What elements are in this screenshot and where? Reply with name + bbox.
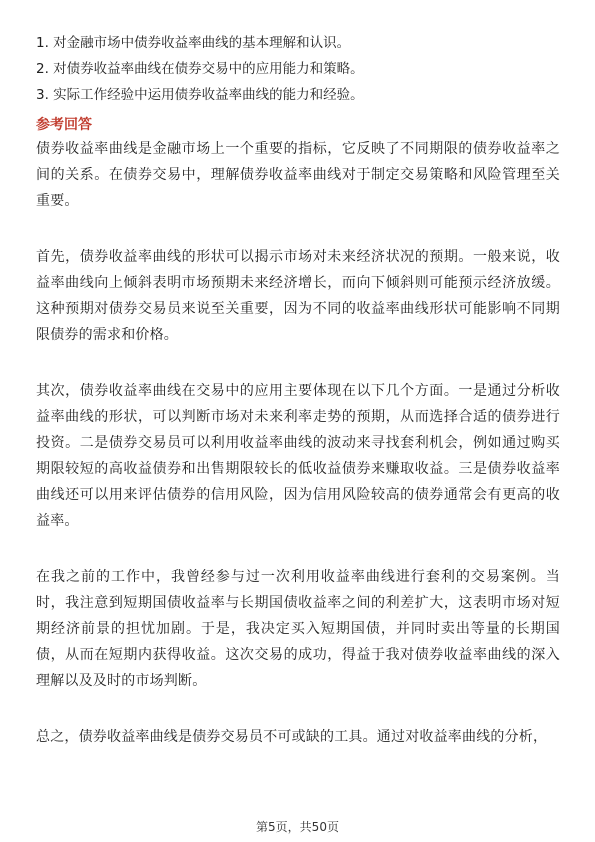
paragraph: 总之，债券收益率曲线是债券交易员不可或缺的工具。通过对收益率曲线的分析， [36, 729, 548, 745]
page-number-footer: 第5页，共50页 [256, 820, 339, 834]
section-heading: 参考回答 [36, 117, 92, 133]
paragraph: 债券收益率曲线是金融市场上一个重要的指标，它反映了不同期限的债券收益率之间的关系。在债券交易中，理解债券收益率曲线对于制定交易策略和风险管理至关重要。 [36, 141, 560, 209]
paragraph: 首先，债券收益率曲线的形状可以揭示市场对未来经济状况的预期。一般来说，收益率曲线向上倾斜表明市场预期未来经济增长，而向下倾斜则可能预示经济放缓。这种预期对债券交易员来说至关重要，因为不同的收益率曲线形状可能影响不同期限债券的需求和价格。 [36, 249, 560, 343]
page-content [36, 30, 560, 780]
paragraph: 在我之前的工作中，我曾经参与过一次利用收益率曲线进行套利的交易案例。当时，我注意到短期国债收益率与长期国债收益率之间的利差扩大，这表明市场对短期经济前景的担忧加剧。于是，我决定买入短期国债，并同时卖出等量的长期国债，从而在短期内获得收益。这次交易的成功，得益于我对债券收益率曲线的深入理解以及及时的市场判断。 [36, 569, 560, 689]
paragraph: 其次，债券收益率曲线在交易中的应用主要体现在以下几个方面。一是通过分析收益率曲线的形状，可以判断市场对未来利率走势的预期，从而选择合适的债券进行投资。二是债券交易员可以利用收益率曲线的波动来寻找套利机会，例如通过购买期限较短的高收益债券和出售期限较长的低收益债券来赚取收益。三是债券收益率曲线还可以用来评估债券的信用风险，因为信用风险较高的债券通常会有更高的收益率。 [36, 383, 560, 529]
list-item: 2. 对债券收益率曲线在债券交易中的应用能力和策略。 [36, 61, 364, 77]
list-item: 3. 实际工作经验中运用债券收益率曲线的能力和经验。 [36, 87, 364, 103]
list-item: 1. 对金融市场中债券收益率曲线的基本理解和认识。 [36, 35, 351, 51]
requirements-list [36, 30, 560, 108]
